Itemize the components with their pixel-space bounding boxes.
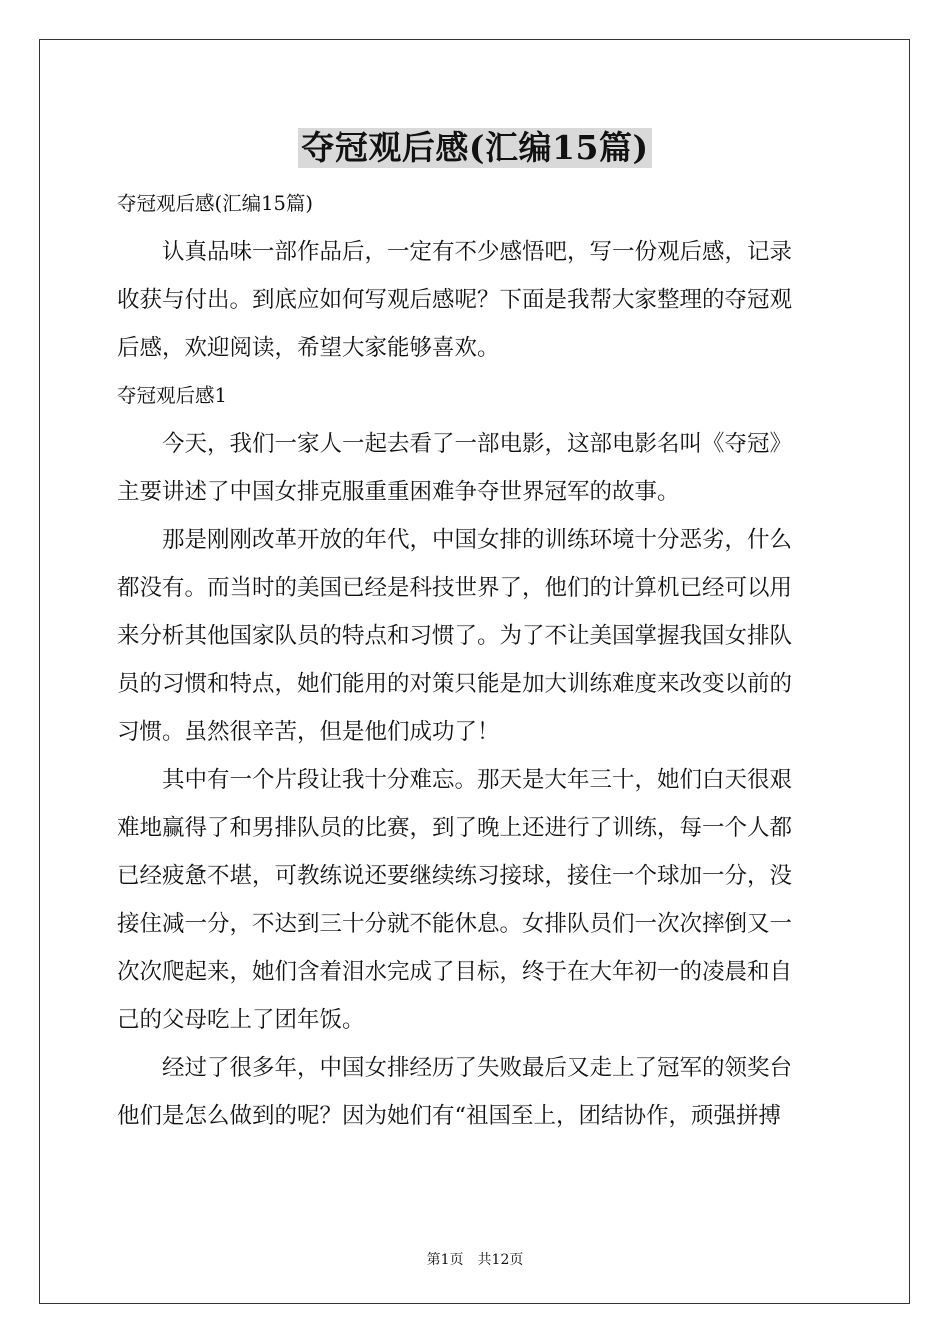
page-number: 第1页 <box>426 1252 464 1268</box>
paragraph-line: 主要讲述了中国女排克服重重困难争夺世界冠军的故事。 <box>117 479 680 505</box>
paragraph-first-line: 那是刚刚改革开放的年代，中国女排的训练环境十分恶劣，什么 <box>162 527 793 553</box>
paragraph-first-line: 今天，我们一家人一起去看了一部电影，这部电影名叫《夺冠》 <box>162 431 793 457</box>
paragraph-line: 次次爬起来，她们含着泪水完成了目标，终于在大年初一的凌晨和自 <box>117 959 793 985</box>
paragraph-first-line: 其中有一个片段让我十分难忘。那天是大年三十，她们白天很艰 <box>162 767 793 793</box>
paragraph-first-line: 认真品味一部作品后，一定有不少感悟吧，写一份观后感，记录 <box>162 239 793 265</box>
page-total: 共12页 <box>477 1252 524 1268</box>
paragraph-line: 收获与付出。到底应如何写观后感呢？下面是我帮大家整理的夺冠观 <box>117 287 793 313</box>
paragraph-line: 接住减一分，不达到三十分就不能休息。女排队员们一次次摔倒又一 <box>117 911 793 937</box>
title-container <box>0 128 950 168</box>
document-title: 夺冠观后感(汇编15篇) <box>298 128 651 168</box>
paragraph-line: 习惯。虽然很辛苦，但是他们成功了！ <box>117 719 500 745</box>
paragraph-line: 员的习惯和特点，她们能用的对策只能是加大训练难度来改变以前的 <box>117 671 793 697</box>
section-heading: 夺冠观后感(汇编15篇) <box>117 192 314 215</box>
paragraph-line: 后感，欢迎阅读，希望大家能够喜欢。 <box>117 335 500 361</box>
section-heading: 夺冠观后感1 <box>117 384 227 407</box>
paragraph-line: 己的父母吃上了团年饭。 <box>117 1007 365 1033</box>
paragraph-line: 难地赢得了和男排队员的比赛，到了晚上还进行了训练，每一个人都 <box>117 815 793 841</box>
page-footer <box>0 1250 950 1270</box>
paragraph-first-line: 经过了很多年，中国女排经历了失败最后又走上了冠军的领奖台 <box>162 1055 793 1081</box>
paragraph-line: 来分析其他国家队员的特点和习惯了。为了不让美国掌握我国女排队 <box>117 623 793 649</box>
paragraph-line: 都没有。而当时的美国已经是科技世界了，他们的计算机已经可以用 <box>117 575 793 601</box>
paragraph-line: 他们是怎么做到的呢？因为她们有“祖国至上，团结协作，顽强拼搏 <box>117 1103 782 1129</box>
document-body <box>117 180 835 1140</box>
paragraph-line: 已经疲惫不堪，可教练说还要继续练习接球，接住一个球加一分，没 <box>117 863 793 889</box>
